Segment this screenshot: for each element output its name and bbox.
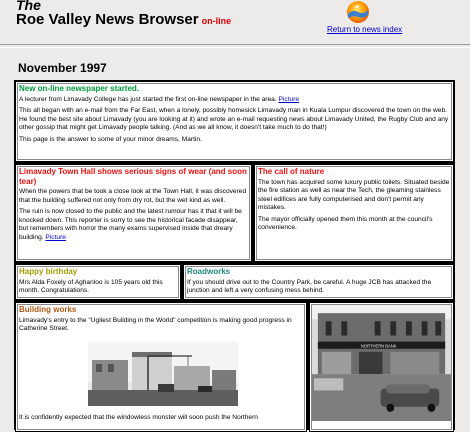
story-newspaper	[15, 81, 454, 162]
story-roadworks-heading: Roadworks	[187, 267, 231, 276]
news-table	[14, 80, 455, 430]
masthead-title-text: Roe Valley News Browser	[16, 11, 199, 28]
story-birthday-heading: Happy birthday	[19, 267, 78, 276]
story-newspaper-p1: A lecturer from Limavady College has just started the first on-line newspaper in the area.	[19, 95, 277, 103]
northern-bank-photo	[312, 305, 451, 421]
construction-site-photo	[88, 342, 238, 406]
story-roadworks-p1: If you should drive out to the Country Park, be careful. A huge JCB has attacked the junction and left a very confusing mess behind.	[187, 278, 432, 295]
story-building-heading: Building works	[19, 305, 77, 314]
story-building-p1: Limavady's entry to the "Ugliest Building in the World" competition is making good progress in Catherine Street.	[19, 316, 292, 333]
story-nature	[254, 164, 454, 262]
globe-logo-icon[interactable]	[345, 0, 371, 24]
story-newspaper-heading: New on-line newspaper started.	[19, 84, 140, 93]
story-townhall-paragraph	[19, 208, 248, 242]
page-month-heading: November 1997	[18, 61, 107, 75]
story-roadworks	[183, 264, 454, 300]
story-newspaper-p3: This page is the answer to some of your minor dreams, Martin.	[19, 135, 202, 143]
story-nature-p2: The mayor officially opened them this month at the council's convenience.	[258, 215, 433, 232]
page-header	[0, 0, 470, 46]
masthead-title	[16, 11, 231, 28]
masthead-the: The	[16, 0, 41, 13]
bank-sign-text: NORTHERN BANK	[360, 343, 397, 349]
story-building	[15, 302, 307, 432]
story-newspaper-p2: This all began with an e-mail from the Far East, when a lonely, possibly homesick Limavady man in Kuala Lumpur discovered the town on the web. He found the best site about Limavady (you are looking at it) and wrote an e-mail requesting news about Limavady United, the Rugby Club and any other gossip that might get Limavady people talking. (And as we all know, it doesn't take much to do that!)	[19, 107, 449, 132]
bank-photo-cell	[309, 302, 454, 432]
story-nature-heading: The call of nature	[258, 167, 325, 176]
story-building-p2: It is confidently expected that the windowless monster will soon push the Northern	[19, 413, 258, 421]
story-townhall-p1: When the powers that be took a close look at the Town Hall, it was discovered that the building suffered not only from dry rot, but the wet kind as well.	[19, 188, 247, 204]
story-townhall-heading: Limavady Town Hall shows serious signs of wear (and soon tear)	[19, 167, 247, 186]
story-townhall	[15, 164, 252, 262]
online-tag: on-line	[201, 16, 232, 26]
header-divider	[0, 44, 470, 48]
townhall-picture-link[interactable]: Picture	[45, 233, 66, 241]
story-townhall-p2: The ruin is now closed to the public and the latest rumour has it that it will be knocked down. This reporter is sorry to see the historical facade disappear, but remembers with horror the many exams supervised inside that dreary building.	[19, 208, 242, 241]
newspaper-picture-link[interactable]: Picture	[278, 95, 300, 103]
story-birthday	[15, 264, 181, 300]
story-birthday-p1: Mrs Alda Foxely of Aghanloo is 105 years old this month. Congratulations.	[19, 278, 163, 295]
story-nature-p1: The town has acquired some luxury public toilets. Situated beside the fire station as well as near the Tech, the gleaming stainless steel edifices are fully computerised and don't permit any mistakes.	[258, 178, 450, 212]
return-to-index-link[interactable]: Return to news index	[327, 25, 403, 34]
story-newspaper-paragraph	[19, 96, 450, 105]
